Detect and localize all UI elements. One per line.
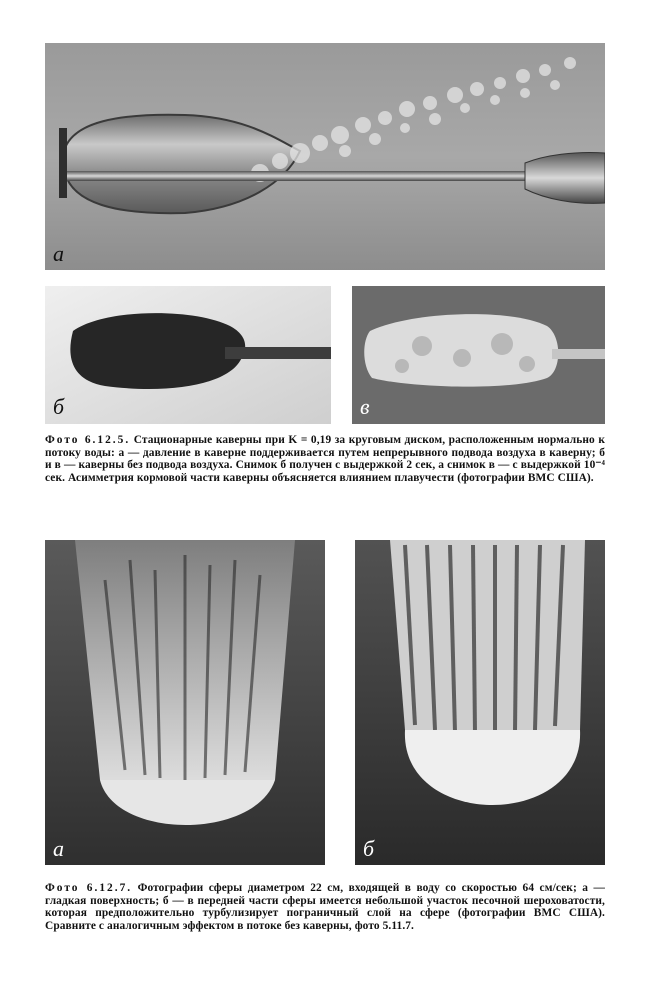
photo-6-12-7-b [355, 540, 605, 865]
panel-label-b: б [363, 836, 375, 861]
caption-lead: Фото 6.12.5. [45, 434, 131, 446]
caption-lead: Фото 6.12.7. [45, 882, 133, 894]
photo-6-12-5-a [45, 43, 605, 270]
caption-photo-6-12-7 [45, 882, 605, 932]
caption-text: Стационарные каверны при K = 0,19 за круговым диском, расположенным нормально к потоку воды: а — давление в каверне поддерживается путем непрерывного подвода воздуха в каверну; б и в — каверны без подвода воздуха. Снимок б получен с выдержкой 2 сек, а снимок в — с выдержкой 10⁻⁴ сек. Асимметрия кормовой части каверны объясняется влиянием плавучести (фотографии ВМС США). [45, 434, 605, 484]
panel-label-b: б [53, 394, 65, 419]
panel-label-c: в [360, 394, 370, 419]
photo-6-12-5-b [45, 286, 331, 424]
panel-label-a: а [53, 836, 64, 861]
panel-label-a: а [53, 241, 64, 266]
photo-6-12-5-c [352, 286, 605, 424]
photo-6-12-7-a [45, 540, 325, 865]
caption-text: Фотографии сферы диаметром 22 см, входящей в воду со скоростью 64 см/сек; а — гладкая поверхность; б — в передней части сферы имеется небольшой участок песочной шероховатости, которая предположительно турбулизирует пограничный слой на сфере (фотографии ВМС США). Сравните с аналогичным эффектом в потоке без каверны, фото 5.11.7. [45, 882, 606, 932]
caption-photo-6-12-5 [45, 434, 605, 484]
